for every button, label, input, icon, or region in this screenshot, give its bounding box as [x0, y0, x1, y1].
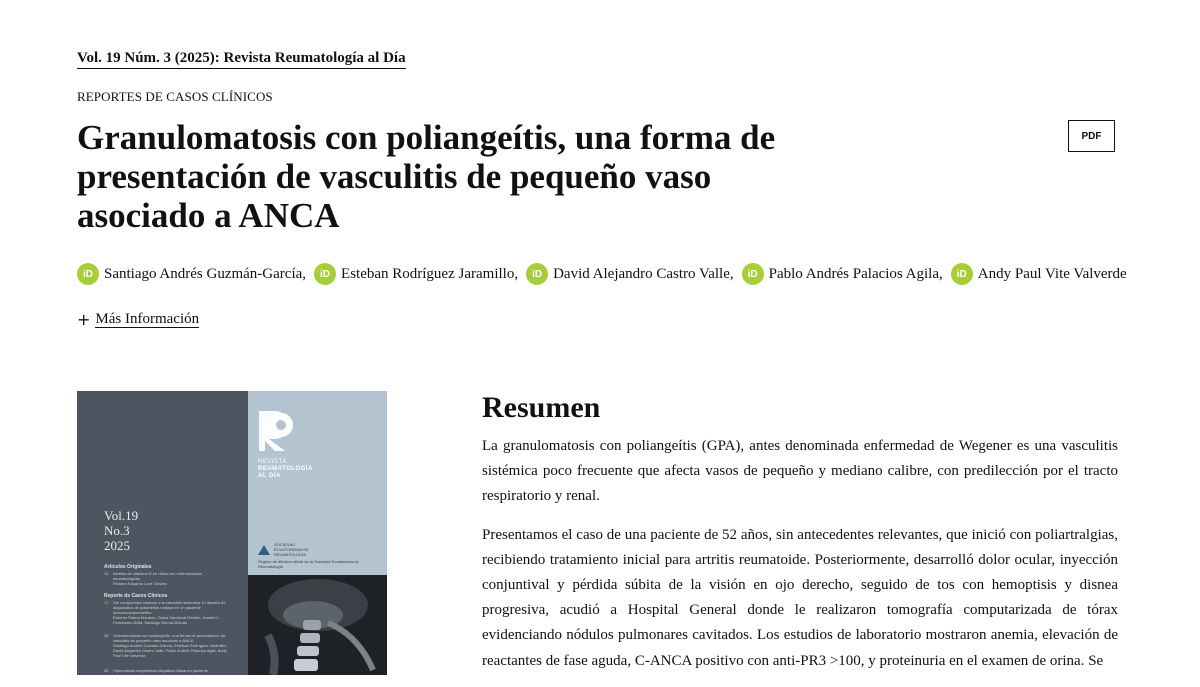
cover-volume-block: [104, 508, 138, 553]
cover-society-block: SOCIEDAD ECUATORIANA DE REUMATOLOGÍA Órgano de difusión oficial de la Sociedad Ecuatoriana de Reumatología: [258, 542, 359, 569]
cover-toc-entry: 17 Del compromiso cutáneo a la vasculitis sistémica: El desafío de diagnóstico de poliarteritis nodosa en un paciente inmunocomprometido Roberto Palma Montero, Diana Sandoval Orbeño, Daniel O. Fernández-Ávila, Santiago Bernal-Macías: [104, 600, 226, 625]
abstract-body: [482, 434, 1118, 687]
author-item: [314, 263, 518, 285]
author-name: Pablo Andrés Palacios Agila,: [768, 265, 943, 282]
author-name: David Alejandro Castro Valle,: [553, 265, 734, 282]
author-name: Andy Paul Vite Valverde: [977, 265, 1127, 282]
orcid-icon[interactable]: iD: [314, 263, 336, 285]
pdf-download-button[interactable]: PDF: [1068, 120, 1115, 152]
orcid-icon[interactable]: iD: [951, 263, 973, 285]
journal-cover-image: [77, 391, 387, 675]
author-item: [526, 263, 734, 285]
cover-section-original: Artículos Originales: [104, 564, 152, 570]
article-title: Granulomatosis con poliangeítis, una forma de presentación de vasculitis de pequeño vaso asociado a ANCA: [77, 118, 776, 235]
abstract-heading: Resumen: [482, 391, 601, 424]
orcid-icon[interactable]: iD: [77, 263, 99, 285]
cover-year: 2025: [104, 538, 130, 553]
more-info-toggle[interactable]: [77, 310, 199, 329]
section-label: REPORTES DE CASOS CLÍNICOS: [77, 89, 273, 104]
plus-icon: +: [77, 310, 91, 329]
cover-journal-name: REVISTA REUMATOLOGÍA AL DÍA: [258, 459, 313, 479]
society-logo-icon: [258, 545, 270, 555]
author-name: Esteban Rodríguez Jaramillo,: [341, 265, 519, 282]
abstract-paragraph: La granulomatosis con poliangeítis (GPA), antes denominada enfermedad de Wegener es una vasculitis sistémica poco frecuente que afecta vasos de pequeño y mediano calibre, con predilección por el tracto respiratorio y renal.: [482, 438, 1118, 505]
cover-xray-image: [248, 575, 387, 675]
author-item: [77, 263, 306, 285]
orcid-icon[interactable]: iD: [526, 263, 548, 285]
author-item: [951, 263, 1127, 285]
cover-left-panel: [77, 391, 248, 675]
cover-section-cases: Reporte de Casos Clínicos: [104, 593, 168, 599]
abstract-paragraph: Presentamos el caso de una paciente de 52 años, sin antecedentes relevantes, que inició con poliartralgias, recibiendo tratamiento inicial para artritis reumatoide. Posteriormente, desarrolló dolor ocular, inyección conjuntival y pérdida súbita de la visión en ojo derecho, seguido de tos con hemoptisis y disnea progresiva, acudió a Hospital General donde le realizaron tomografía computarizada de tórax evidenciando nódulos pulmonares cavitados. Los estudios de laboratorio mostraron anemia, elevación de reactantes de fase aguda, C-ANCA positivo con anti-PR3 >100, y proteinuria en el examen de orina. Se: [482, 526, 1118, 669]
cover-vol: Vol.19: [104, 508, 139, 523]
cover-toc-entry: 10 Niveles de vitamina D en niños con enfermedades reumatológicas Richard Eduardo Loor Chavez: [104, 571, 203, 586]
more-info-label: Más Información: [95, 310, 200, 327]
journal-logo-icon: [257, 409, 297, 453]
author-list: [77, 263, 1135, 285]
author-item: [742, 263, 943, 285]
cover-toc-entry: 30 Hiperostosis esquelética idiopática difusa en paciente: [104, 668, 208, 673]
cover-no: No.3: [104, 523, 130, 538]
orcid-icon[interactable]: iD: [742, 263, 764, 285]
issue-breadcrumb-link[interactable]: Vol. 19 Núm. 3 (2025): Revista Reumatología al Día: [77, 50, 406, 69]
author-name: Santiago Andrés Guzmán-García,: [104, 265, 307, 282]
cover-toc-entry: 24 Granulomatosis con poliangeítis, una forma de presentación de vasculitis de pequeño vaso asociado a ANCA Santiago Andrés Guzmán-García, Esteban Rodríguez Jaramillo, David Alejandro Castro Valle, Pablo Andrés Palacios Agila, Andy Paul Vite Valverde: [104, 633, 227, 658]
